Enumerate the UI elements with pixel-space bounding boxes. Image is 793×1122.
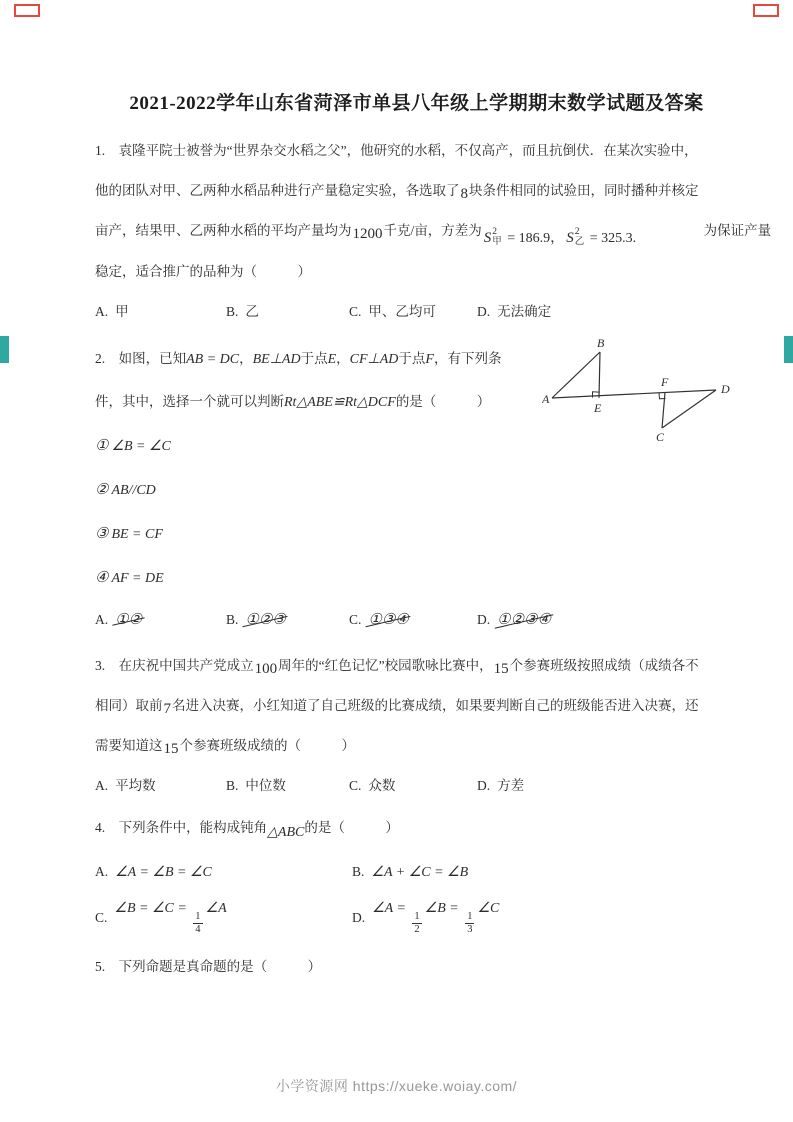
option-a bbox=[95, 600, 226, 640]
option-label: C. bbox=[349, 304, 362, 319]
variance-symbol: S 2 甲 bbox=[483, 227, 502, 247]
fraction: $\frac{1}{2}$ bbox=[414, 910, 420, 935]
question-text-line: 件，其中，选择一个就可以判断Rt△ABE≌Rt△DCF的是（ ） bbox=[95, 394, 491, 410]
fraction: $\frac{1}{3}$ bbox=[467, 910, 473, 935]
option-c bbox=[349, 292, 477, 332]
option-text: 甲 bbox=[115, 304, 129, 319]
question-4 bbox=[95, 808, 738, 941]
option-label: B. bbox=[226, 304, 239, 319]
option-formula: ∠A = ∠B = ∠C bbox=[115, 864, 212, 880]
options-row bbox=[95, 766, 738, 806]
condition-item-1: ① ∠B = ∠C bbox=[95, 438, 171, 454]
option-c bbox=[349, 600, 477, 640]
question-text-line: 亩产，结果甲、乙两种水稻的平均产量均为1200千克/亩，方差为 S 2 甲 = 186.9， S 2 乙 = 325.3. 为保证产量 bbox=[95, 211, 738, 252]
option-text-struck: ①③④ bbox=[368, 600, 408, 640]
option-d bbox=[477, 292, 551, 332]
question-text-line: 4. 下列条件中，能构成钝角△ABC的是（ ） bbox=[95, 820, 399, 840]
option-label: A. bbox=[95, 778, 109, 793]
option-b bbox=[352, 849, 738, 895]
variance-symbol: S 2 乙 bbox=[566, 227, 585, 247]
option-text: 无法确定 bbox=[497, 304, 552, 319]
option-b bbox=[226, 600, 349, 640]
question-text-line: 相同）取前7名进入决赛，小红知道了自己班级的比赛成绩，如果要判断自己的班级能否进入决赛，还 bbox=[95, 698, 699, 717]
option-a bbox=[95, 849, 352, 895]
option-label: C. bbox=[95, 910, 108, 925]
option-d bbox=[352, 895, 738, 941]
option-text: 众数 bbox=[368, 778, 396, 793]
option-b bbox=[226, 292, 349, 332]
question-3 bbox=[95, 646, 738, 806]
question-1 bbox=[95, 131, 772, 332]
option-d bbox=[477, 766, 524, 806]
figure-label-e: E bbox=[594, 401, 602, 415]
condition-item-4: ④ AF = DE bbox=[95, 570, 164, 586]
condition-item-3: ③ BE = CF bbox=[95, 526, 163, 542]
question-text-line: 他的团队对甲、乙两种水稻品种进行产量稳定实验，各选取了8块条件相同的试验田，同时播种并核定 bbox=[95, 183, 699, 202]
footer-watermark bbox=[0, 1076, 793, 1096]
option-b bbox=[226, 766, 349, 806]
edge-mark-right bbox=[784, 336, 793, 363]
option-c bbox=[95, 895, 352, 941]
option-label: C. bbox=[349, 612, 362, 627]
crop-mark-top-right bbox=[753, 4, 779, 17]
option-text-struck: ①②③④ bbox=[497, 600, 551, 640]
option-d bbox=[477, 600, 551, 640]
option-formula: ∠A = $\frac{1}{2}$ ∠B = $\frac{1}{3}$ ∠C bbox=[372, 900, 500, 935]
figure-label-c: C bbox=[656, 430, 665, 444]
figure-label-b: B bbox=[597, 336, 605, 350]
option-label: D. bbox=[477, 304, 491, 319]
option-text-struck: ①② bbox=[115, 600, 142, 640]
question-2 bbox=[95, 338, 738, 640]
option-label: C. bbox=[349, 778, 362, 793]
question-text-line: 3. 在庆祝中国共产党成立100周年的“红色记忆”校园歌咏比赛中，15个参赛班级按照成绩（成绩各不 bbox=[95, 658, 699, 677]
option-label: D. bbox=[352, 910, 366, 925]
crop-mark-top-left bbox=[14, 4, 40, 17]
question-text-line: 5. 下列命题是真命题的是（ ） bbox=[95, 959, 322, 974]
option-label: B. bbox=[226, 778, 239, 793]
option-formula: ∠B = ∠C = $\frac{1}{4}$ ∠A bbox=[114, 900, 227, 935]
figure-label-a: A bbox=[542, 392, 550, 406]
option-text: 中位数 bbox=[245, 778, 286, 793]
document-body bbox=[95, 88, 772, 987]
question-text-line: 稳定，适合推广的品种为（ ） bbox=[95, 264, 311, 279]
option-label: D. bbox=[477, 778, 491, 793]
option-label: D. bbox=[477, 612, 491, 627]
option-text: 甲、乙均可 bbox=[368, 304, 436, 319]
document-title: 2021-2022学年山东省菏泽市单县八年级上学期期末数学试题及答案 bbox=[129, 93, 704, 114]
option-label: B. bbox=[226, 612, 239, 627]
option-text-struck: ①②③ bbox=[245, 600, 285, 640]
options-row bbox=[95, 292, 738, 332]
option-label: A. bbox=[95, 304, 109, 319]
question-5 bbox=[95, 947, 738, 987]
option-text: 乙 bbox=[245, 304, 259, 319]
options-row bbox=[95, 600, 738, 640]
option-label: A. bbox=[95, 864, 109, 879]
question-text-line: 2. 如图，已知AB = DC，BE⊥AD于点E，CF⊥AD于点F，有下列条 bbox=[95, 351, 502, 367]
fraction: $\frac{1}{4}$ bbox=[195, 910, 201, 935]
question-text-line: 需要知道这15个参赛班级成绩的（ ） bbox=[95, 738, 355, 757]
option-text: 平均数 bbox=[115, 778, 156, 793]
option-label: A. bbox=[95, 612, 109, 627]
option-a bbox=[95, 766, 226, 806]
figure-label-d: D bbox=[721, 382, 730, 396]
figure-label-f: F bbox=[661, 375, 669, 389]
footer-site-link[interactable]: 小学资源网 https://xueke.woiay.com/ bbox=[275, 1078, 518, 1094]
option-text: 方差 bbox=[497, 778, 525, 793]
geometry-figure bbox=[542, 336, 732, 448]
option-c bbox=[349, 766, 477, 806]
options-grid bbox=[95, 849, 738, 941]
question-text-line: 1. 袁隆平院士被誉为“世界杂交水稻之父”，他研究的水稻，不仅高产，而且抗倒伏．在某次实验中， bbox=[95, 143, 698, 158]
condition-item-2: ② AB//CD bbox=[95, 482, 156, 498]
edge-mark-left bbox=[0, 336, 9, 363]
option-label: B. bbox=[352, 864, 365, 879]
option-formula: ∠A + ∠C = ∠B bbox=[371, 864, 469, 880]
option-a bbox=[95, 292, 226, 332]
